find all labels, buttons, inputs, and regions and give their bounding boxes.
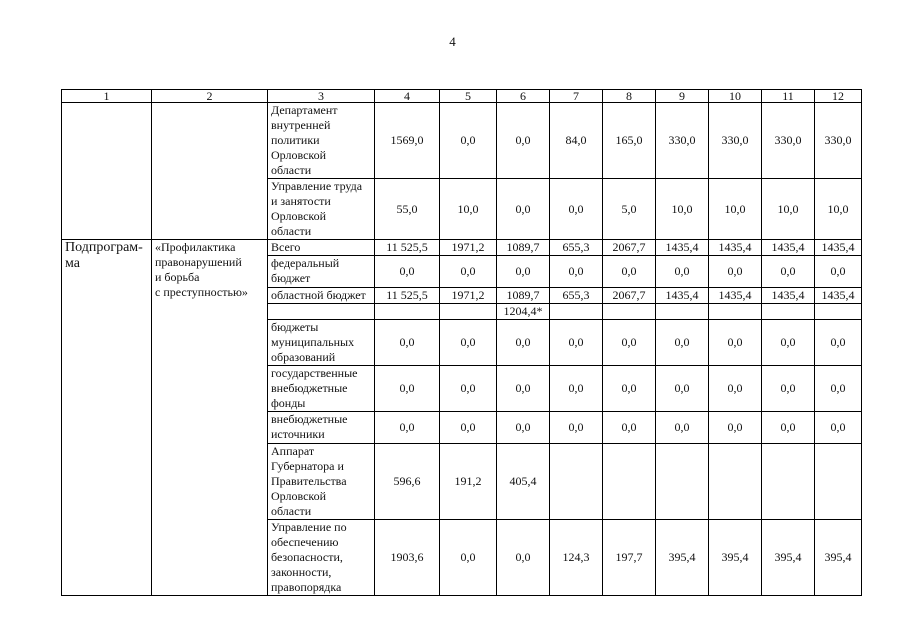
value-cell: 0,0 [656, 320, 709, 366]
value-cell: 0,0 [440, 320, 497, 366]
value-cell: 10,0 [815, 179, 862, 240]
value-cell [656, 304, 709, 320]
value-cell: 0,0 [656, 366, 709, 412]
value-cell [603, 304, 656, 320]
value-cell: 0,0 [440, 103, 497, 179]
value-cell: 330,0 [656, 103, 709, 179]
value-cell: 165,0 [603, 103, 656, 179]
value-cell: 84,0 [550, 103, 603, 179]
subprogram-label: Подпрограм- ма [62, 240, 152, 596]
value-cell: 0,0 [762, 256, 815, 288]
column-header: 6 [497, 90, 550, 103]
value-cell: 0,0 [550, 320, 603, 366]
value-cell: 395,4 [815, 520, 862, 596]
column-header: 2 [152, 90, 268, 103]
value-cell [375, 304, 440, 320]
value-cell: 10,0 [762, 179, 815, 240]
value-cell: 0,0 [815, 412, 862, 444]
value-cell: 1435,4 [815, 240, 862, 256]
empty-cell [62, 103, 152, 240]
value-cell: 1089,7 [497, 288, 550, 304]
column-header: 9 [656, 90, 709, 103]
organization-cell: областной бюджет [268, 288, 375, 304]
value-cell: 1435,4 [815, 288, 862, 304]
value-cell: 1435,4 [762, 240, 815, 256]
organization-cell [268, 304, 375, 320]
column-header: 4 [375, 90, 440, 103]
organization-cell: государственные внебюджетные фонды [268, 366, 375, 412]
value-cell: 1971,2 [440, 288, 497, 304]
value-cell: 0,0 [762, 412, 815, 444]
value-cell: 0,0 [550, 256, 603, 288]
value-cell: 5,0 [603, 179, 656, 240]
value-cell: 0,0 [497, 179, 550, 240]
value-cell: 0,0 [375, 412, 440, 444]
value-cell: 1435,4 [709, 288, 762, 304]
value-cell [550, 444, 603, 520]
organization-cell: Управление по обеспечению безопасности, законности, правопорядка [268, 520, 375, 596]
organization-cell: Аппарат Губернатора и Правительства Орловской области [268, 444, 375, 520]
table-row [62, 240, 862, 256]
subprogram-name: «Профилактика правонарушений и борьба с преступностью» [152, 240, 268, 596]
column-header: 12 [815, 90, 862, 103]
header-row [62, 90, 862, 103]
value-cell: 0,0 [497, 320, 550, 366]
value-cell: 0,0 [709, 366, 762, 412]
value-cell: 11 525,5 [375, 288, 440, 304]
value-cell: 0,0 [497, 366, 550, 412]
value-cell: 0,0 [709, 256, 762, 288]
value-cell [815, 304, 862, 320]
value-cell: 10,0 [440, 179, 497, 240]
value-cell: 0,0 [709, 320, 762, 366]
value-cell: 0,0 [603, 412, 656, 444]
value-cell: 1435,4 [656, 240, 709, 256]
organization-cell: внебюджетные источники [268, 412, 375, 444]
value-cell [550, 304, 603, 320]
value-cell: 0,0 [375, 320, 440, 366]
value-cell: 197,7 [603, 520, 656, 596]
empty-cell [152, 103, 268, 240]
value-cell: 1089,7 [497, 240, 550, 256]
value-cell: 0,0 [603, 366, 656, 412]
value-cell: 1435,4 [762, 288, 815, 304]
value-cell: 1204,4* [497, 304, 550, 320]
value-cell: 395,4 [656, 520, 709, 596]
value-cell: 0,0 [497, 412, 550, 444]
value-cell [762, 444, 815, 520]
value-cell: 330,0 [709, 103, 762, 179]
value-cell [440, 304, 497, 320]
value-cell: 0,0 [709, 412, 762, 444]
value-cell: 10,0 [656, 179, 709, 240]
value-cell: 0,0 [550, 412, 603, 444]
value-cell: 0,0 [603, 256, 656, 288]
value-cell: 330,0 [762, 103, 815, 179]
value-cell: 0,0 [656, 412, 709, 444]
value-cell: 1971,2 [440, 240, 497, 256]
value-cell: 0,0 [603, 320, 656, 366]
value-cell [709, 304, 762, 320]
value-cell: 330,0 [815, 103, 862, 179]
value-cell [762, 304, 815, 320]
value-cell: 0,0 [497, 520, 550, 596]
value-cell: 10,0 [709, 179, 762, 240]
column-header: 7 [550, 90, 603, 103]
value-cell [603, 444, 656, 520]
value-cell: 395,4 [709, 520, 762, 596]
value-cell: 0,0 [762, 320, 815, 366]
value-cell: 11 525,5 [375, 240, 440, 256]
value-cell: 1903,6 [375, 520, 440, 596]
value-cell: 2067,7 [603, 240, 656, 256]
value-cell [656, 444, 709, 520]
value-cell: 0,0 [815, 256, 862, 288]
value-cell: 0,0 [550, 179, 603, 240]
column-header: 8 [603, 90, 656, 103]
value-cell: 0,0 [550, 366, 603, 412]
column-header: 1 [62, 90, 152, 103]
value-cell [815, 444, 862, 520]
value-cell: 0,0 [440, 412, 497, 444]
organization-cell: бюджеты муниципальных образований [268, 320, 375, 366]
organization-cell: Всего [268, 240, 375, 256]
value-cell: 0,0 [497, 103, 550, 179]
value-cell: 0,0 [815, 366, 862, 412]
budget-table [61, 89, 862, 596]
value-cell: 55,0 [375, 179, 440, 240]
value-cell: 655,3 [550, 288, 603, 304]
value-cell: 0,0 [375, 366, 440, 412]
value-cell: 0,0 [497, 256, 550, 288]
value-cell: 2067,7 [603, 288, 656, 304]
value-cell: 191,2 [440, 444, 497, 520]
value-cell: 1435,4 [656, 288, 709, 304]
page-number: 4 [449, 34, 456, 49]
value-cell: 0,0 [762, 366, 815, 412]
value-cell: 596,6 [375, 444, 440, 520]
value-cell: 0,0 [815, 320, 862, 366]
value-cell: 1569,0 [375, 103, 440, 179]
organization-cell: Управление труда и занятости Орловской области [268, 179, 375, 240]
column-header: 11 [762, 90, 815, 103]
table-row [62, 103, 862, 179]
column-header: 10 [709, 90, 762, 103]
value-cell: 0,0 [440, 256, 497, 288]
value-cell: 0,0 [375, 256, 440, 288]
value-cell: 0,0 [656, 256, 709, 288]
value-cell: 655,3 [550, 240, 603, 256]
organization-cell: федеральный бюджет [268, 256, 375, 288]
column-header: 3 [268, 90, 375, 103]
value-cell: 124,3 [550, 520, 603, 596]
value-cell [709, 444, 762, 520]
value-cell: 0,0 [440, 520, 497, 596]
value-cell: 395,4 [762, 520, 815, 596]
value-cell: 405,4 [497, 444, 550, 520]
column-header: 5 [440, 90, 497, 103]
value-cell: 0,0 [440, 366, 497, 412]
value-cell: 1435,4 [709, 240, 762, 256]
organization-cell: Департамент внутренней политики Орловской области [268, 103, 375, 179]
